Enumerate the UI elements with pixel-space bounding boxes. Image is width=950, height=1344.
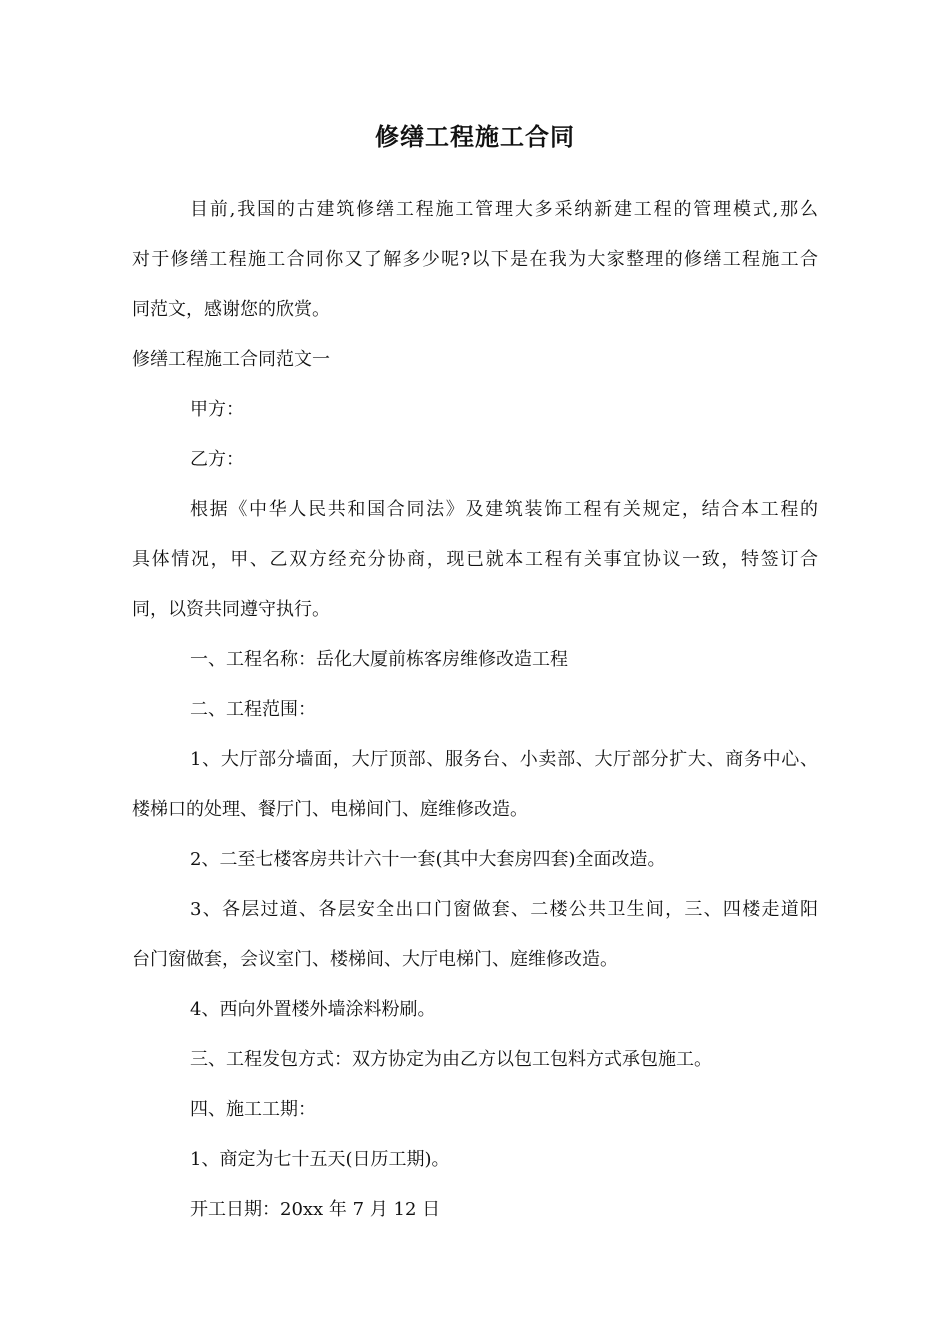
scope-item-3-line-2: 台门窗做套，会议室门、楼梯间、大厅电梯门、庭维修改造。 <box>132 949 618 970</box>
scope-item-4: 4、西向外置楼外墙涂料粉刷。 <box>190 999 436 1020</box>
clause-contract-method: 三、工程发包方式：双方协定为由乙方以包工包料方式承包施工。 <box>190 1049 712 1070</box>
scope-item-1-line-2: 楼梯口的处理、餐厅门、电梯间门、庭维修改造。 <box>132 799 528 820</box>
intro-line-1: 目前,我国的古建筑修缮工程施工管理大多采纳新建工程的管理模式,那么 <box>190 199 818 220</box>
preamble-line-2: 具体情况，甲、乙双方经充分协商，现已就本工程有关事宜协议一致，特签订合 <box>132 549 818 570</box>
clause-project-scope: 二、工程范围： <box>190 699 316 720</box>
party-b-label: 乙方： <box>190 449 244 470</box>
preamble-line-3: 同，以资共同遵守执行。 <box>132 599 330 620</box>
party-a-label: 甲方： <box>190 399 244 420</box>
period-item-1: 1、商定为七十五天(日历工期)。 <box>190 1149 450 1170</box>
document-title: 修缮工程施工合同 <box>375 123 575 151</box>
scope-item-1-line-1: 1、大厅部分墙面，大厅顶部、服务台、小卖部、大厅部分扩大、商务中心、 <box>190 749 818 770</box>
preamble-line-1: 根据《中华人民共和国合同法》及建筑装饰工程有关规定，结合本工程的 <box>190 499 818 520</box>
intro-line-2: 对于修缮工程施工合同你又了解多少呢?以下是在我为大家整理的修缮工程施工合 <box>132 249 818 270</box>
clause-construction-period: 四、施工工期： <box>190 1099 316 1120</box>
intro-line-3: 同范文，感谢您的欣赏。 <box>132 299 330 320</box>
section-heading: 修缮工程施工合同范文一 <box>132 349 330 370</box>
clause-project-name: 一、工程名称：岳化大厦前栋客房维修改造工程 <box>190 649 568 670</box>
start-date: 开工日期：20xx 年 7 月 12 日 <box>190 1199 441 1220</box>
scope-item-3-line-1: 3、各层过道、各层安全出口门窗做套、二楼公共卫生间，三、四楼走道阳 <box>190 899 818 920</box>
scope-item-2: 2、二至七楼客房共计六十一套(其中大套房四套)全面改造。 <box>190 849 666 870</box>
